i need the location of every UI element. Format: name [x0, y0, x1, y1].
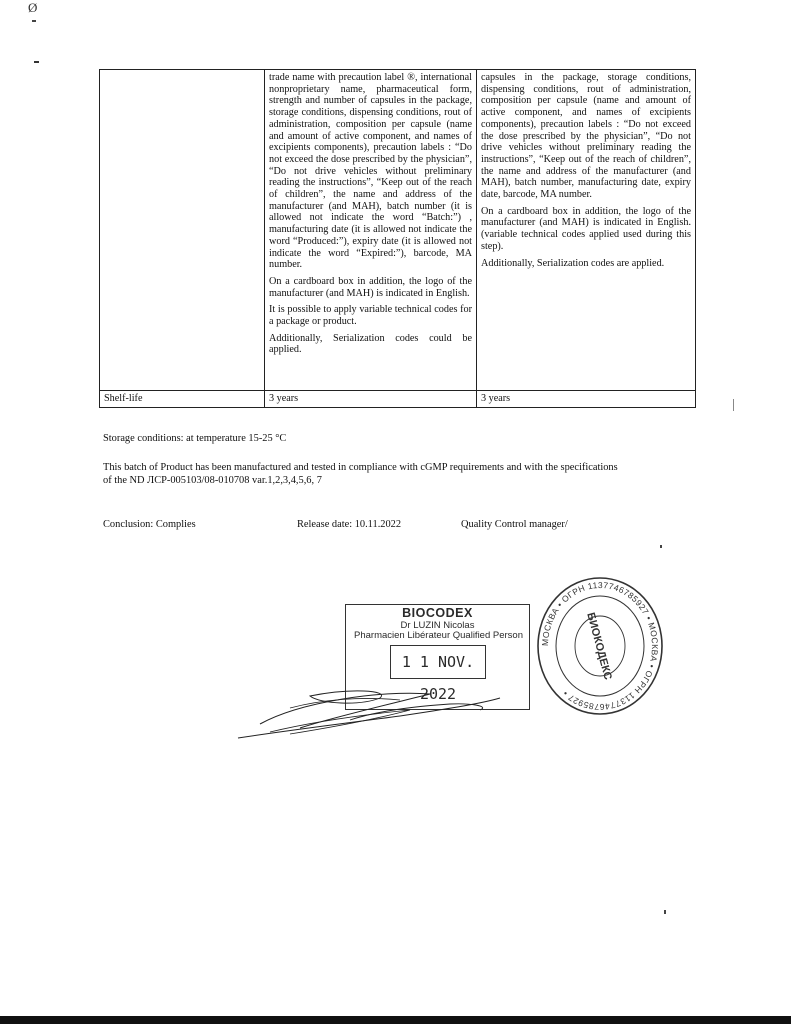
row-label-cell [100, 70, 265, 391]
requirement-paragraph: On a cardboard box in addition, the logo of the manufacturer (and MAH) is indicated in English. [269, 275, 472, 299]
stamp-person: Dr LUZIN Nicolas [400, 620, 475, 631]
result-cell [477, 70, 696, 391]
signature [230, 680, 550, 760]
result-paragraph: On a cardboard box in addition, the logo of the manufacturer (and MAH) is indicated in English. (variable technical codes applied used during this step). [481, 205, 691, 252]
compliance-statement-line2: of the ND ЛСР-005103/08-010708 var.1,2,3,4,5,6, 7 [103, 475, 322, 486]
row-label-cell: Shelf-life [100, 391, 265, 408]
stamp-role: Pharmacien Libérateur Qualified Person [354, 630, 523, 641]
storage-conditions: Storage conditions: at temperature 15-25 °C [103, 433, 287, 444]
scan-dot [660, 545, 662, 548]
scan-dot [664, 910, 666, 914]
table-row [100, 70, 696, 391]
stamp-date: 1 1 NOV. 2022 [390, 645, 486, 679]
result-paragraph: capsules in the package, storage conditions, dispensing conditions, rout of administration, composition per capsule (name and amount of active component, and names of excipients components), precaution labels : “Do not exceed the dose prescribed by the physician”, “Do not drive vehicles without preliminary reading the instructions”, “Keep out of the reach of children”, the name and address of the manufacturer (and MAH), batch number, manufacturing date, expiry date, barcode, MA number. [481, 72, 691, 201]
qc-manager-label: Quality Control manager/ [461, 519, 568, 530]
requirement-paragraph: It is possible to apply variable technical codes for a package or product. [269, 304, 472, 328]
scan-bottom-edge [0, 1016, 791, 1024]
scan-dot [32, 20, 36, 22]
specification-table [99, 69, 696, 408]
conclusion: Conclusion: Complies [103, 519, 196, 530]
requirement-paragraph: trade name with precaution label ®, international nonproprietary name, pharmaceutical form, strength and number of capsules in the package, storage conditions, dispensing conditions, rout of administration, composition per capsule (name and amount of active component, and names of excipients components), precaution labels : “Do not exceed the dose prescribed by the physician”, “Do not drive vehicles without preliminary reading the instructions”, “Keep out of the reach of children”, the name and address of the manufacturer (and MAH), batch number (it is allowed not indicate the word “Batch:”) , manufacturing date (it is allowed not indicate the word “Produced:”), expiry date (it is allowed not indicate the word “Expired:”), barcode, MA number. [269, 72, 472, 271]
release-date: Release date: 10.11.2022 [297, 519, 402, 530]
compliance-statement-line1: This batch of Product has been manufactured and tested in compliance with cGMP requirements and with the specifications [103, 462, 618, 473]
table-row [100, 391, 696, 408]
scan-dot [34, 61, 39, 63]
company-seal [536, 576, 664, 716]
requirement-cell [265, 70, 477, 391]
scan-mark-top: Ø [28, 0, 38, 15]
seal-outer-text: МОСКВА • ОГРН 1137746785927 • МОСКВА • ОГРН 1137746785927 • [539, 579, 661, 713]
stamp-company: BIOCODEX [402, 606, 473, 620]
seal-center-text: БИОКОДЕКС [584, 611, 614, 682]
requirement-paragraph: Additionally, Serialization codes could be applied. [269, 332, 472, 356]
result-cell: 3 years [477, 391, 696, 408]
scan-dot [733, 399, 734, 411]
requirement-cell: 3 years [265, 391, 477, 408]
result-paragraph: Additionally, Serialization codes are applied. [481, 257, 665, 269]
